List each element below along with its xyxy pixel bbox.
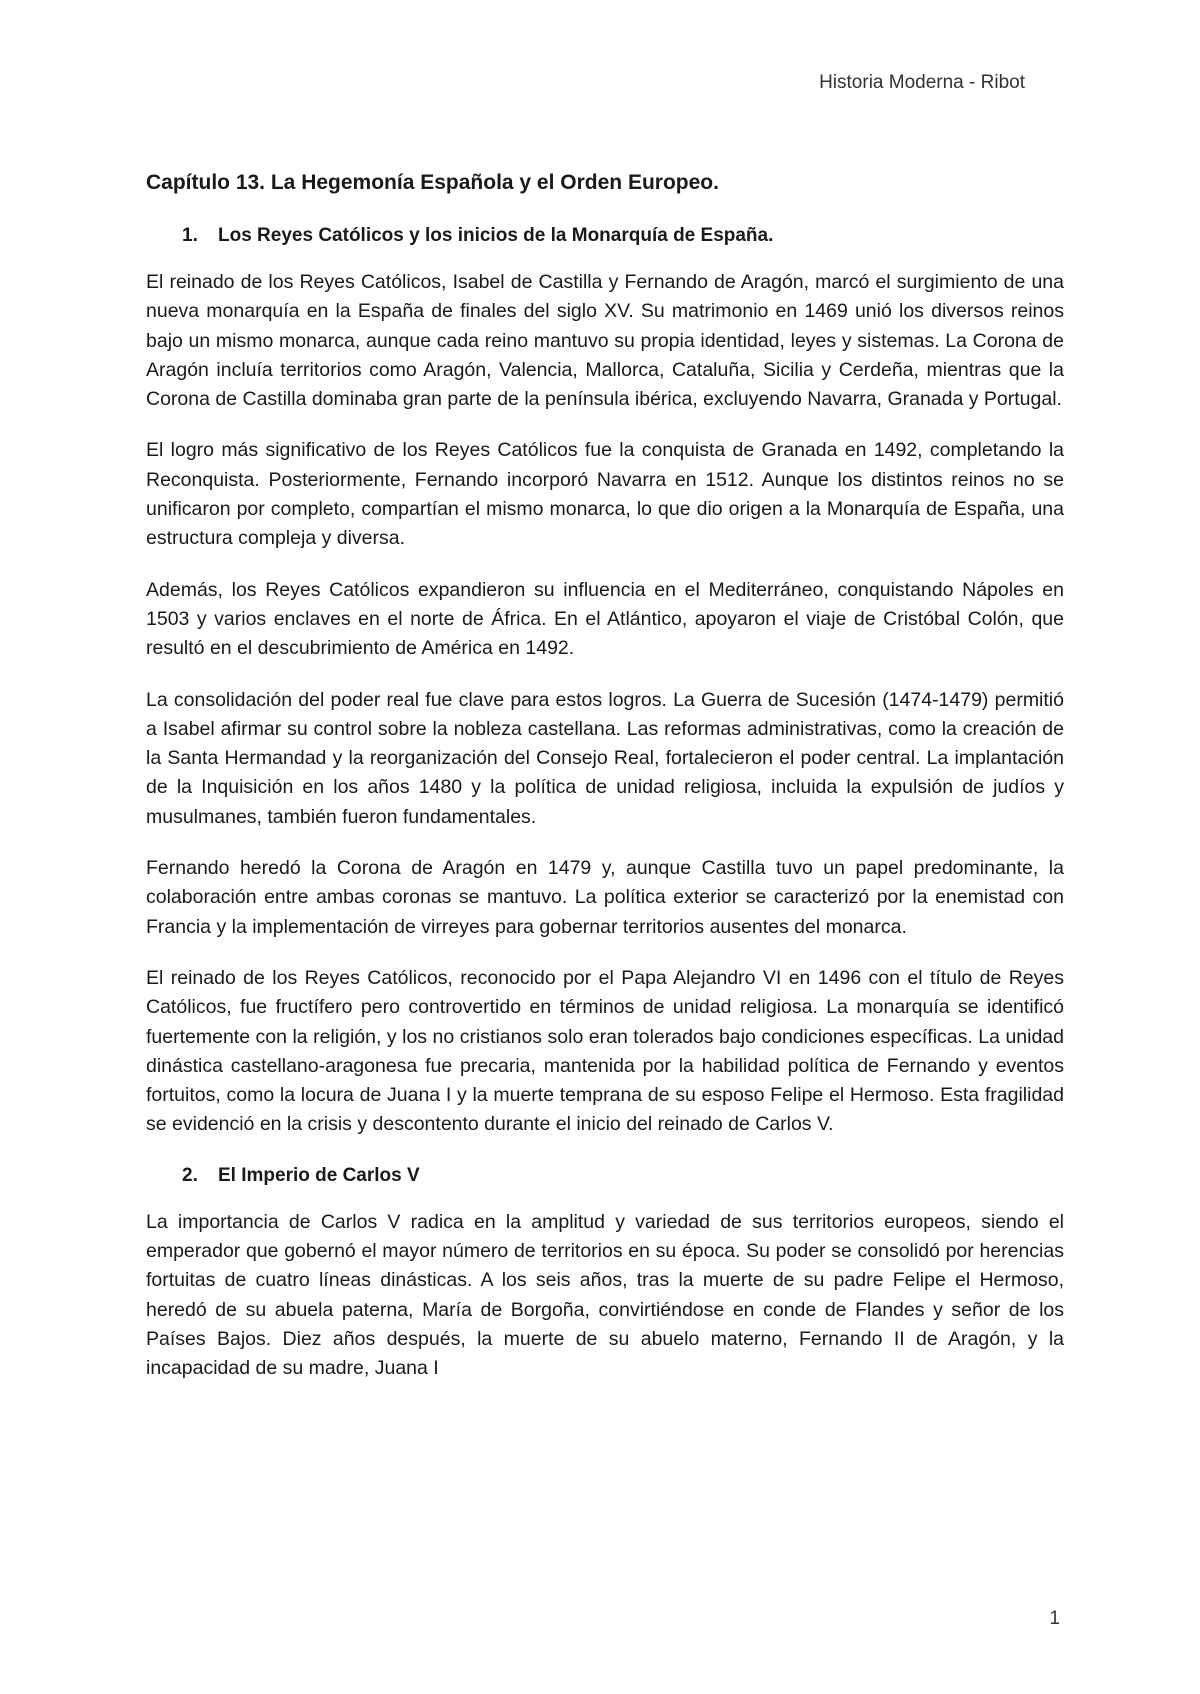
paragraph: Además, los Reyes Católicos expandieron su influencia en el Mediterráneo, conquistando Nápoles en 1503 y varios enclaves en el norte de África. En el Atlántico, apoyaron el viaje de Cristóbal Colón, que resultó en el descubrimiento de América en 1492.	[146, 578, 1064, 660]
paragraph: Fernando heredó la Corona de Aragón en 1479 y, aunque Castilla tuvo un papel predominante, la colaboración entre ambas coronas se mantuvo. La política exterior se caracterizó por la enemistad con Francia y la implementación de virreyes para gobernar territorios ausentes del monarca.	[146, 857, 1064, 938]
running-header: Historia Moderna - Ribot	[819, 72, 1025, 93]
paragraph: La consolidación del poder real fue clave para estos logros. La Guerra de Sucesión (1474-1479) permitió a Isabel afirmar su control sobre la nobleza castellana. Las reformas administrativas, como la creación de la Santa Hermandad y la reorganización del Consejo Real, fortalecieron el poder central. La implantación de la Inquisición en los años 1480 y la política de unidad religiosa, incluida la expulsión de judíos y musulmanes, también fueron fundamentales.	[146, 688, 1064, 828]
section-heading	[146, 222, 1064, 250]
section-number: 2.	[182, 1164, 198, 1186]
section-title: El Imperio de Carlos V	[218, 1164, 420, 1186]
section-2	[146, 1162, 1064, 1384]
chapter-title: Capítulo 13. La Hegemonía Española y el Orden Europeo.	[146, 171, 719, 194]
paragraph: La importancia de Carlos V radica en la amplitud y variedad de sus territorios europeos, siendo el emperador que gobernó el mayor número de territorios en su época. Su poder se consolidó por herencias fortuitas de cuatro líneas dinásticas. A los seis años, tras la muerte de su padre Felipe el Hermoso, heredó de su abuela paterna, María de Borgoña, convirtiéndose en conde de Flandes y señor de los Países Bajos. Diez años después, la muerte de su abuelo materno, Fernando II de Aragón, y la incapacidad de su madre, Juana I	[146, 1210, 1064, 1380]
page-number: 1	[1049, 1608, 1060, 1629]
paragraph: El reinado de los Reyes Católicos, reconocido por el Papa Alejandro VI en 1496 con el título de Reyes Católicos, fue fructífero pero controvertido en términos de unidad religiosa. La monarquía se identificó fuertemente con la religión, y los no cristianos solo eran tolerados bajo condiciones específicas. La unidad dinástica castellano-aragonesa fue precaria, mantenida por la habilidad política de Fernando y eventos fortuitos, como la locura de Juana I y la muerte temprana de su esposo Felipe el Hermoso. Esta fragilidad se evidenció en la crisis y descontento durante el inicio del reinado de Carlos V.	[146, 966, 1064, 1136]
section-heading	[146, 1162, 1064, 1190]
page-content	[146, 168, 1064, 1406]
section-number: 1.	[182, 225, 198, 246]
paragraph: El reinado de los Reyes Católicos, Isabel de Castilla y Fernando de Aragón, marcó el surgimiento de una nueva monarquía en la España de finales del siglo XV. Su matrimonio en 1469 unió los diversos reinos bajo un mismo monarca, aunque cada reino mantuvo su propia identidad, leyes y sistemas. La Corona de Aragón incluía territorios como Aragón, Valencia, Mallorca, Cataluña, Sicilia y Cerdeña, mientras que la Corona de Castilla dominaba gran parte de la península ibérica, excluyendo Navarra, Granada y Portugal.	[146, 271, 1064, 411]
section-title: Los Reyes Católicos y los inicios de la Monarquía de España.	[218, 225, 774, 246]
paragraph: El logro más significativo de los Reyes Católicos fue la conquista de Granada en 1492, completando la Reconquista. Posteriormente, Fernando incorporó Navarra en 1512. Aunque los distintos reinos no se unificaron por completo, compartían el mismo monarca, lo que dio origen a la Monarquía de España, una estructura compleja y diversa.	[146, 439, 1064, 550]
section-1	[146, 222, 1064, 1140]
